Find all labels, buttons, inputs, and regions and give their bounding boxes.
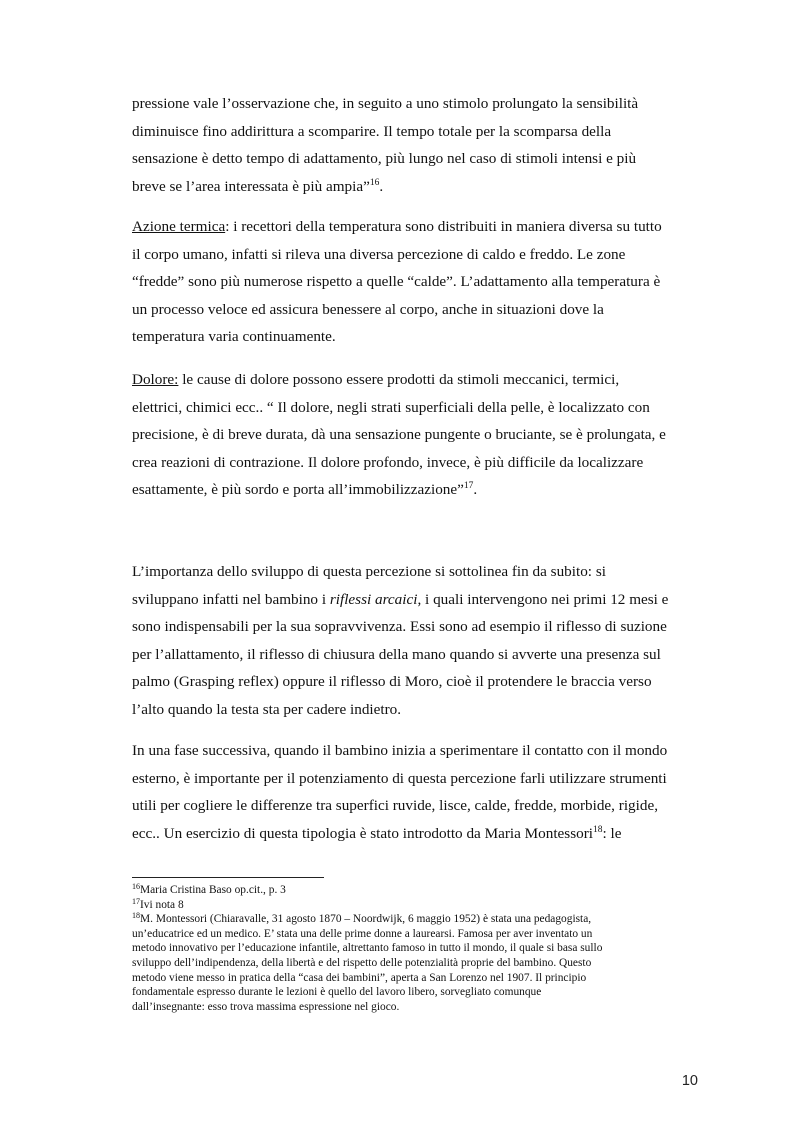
text-segment: ecc.. Un esercizio di questa tipologia è stato introdotto da Maria Montessori <box>132 824 593 842</box>
paragraph-fase-successiva <box>132 737 702 847</box>
text-line: il corpo umano, infatti si rileva una diversa percezione di caldo e freddo. Le zone <box>132 245 626 263</box>
footnote-ref-18[interactable]: 18 <box>593 824 603 835</box>
footnote-text-line: metodo innovativo per l’educazione infantile, altrettanto famoso in tutto il mondo, il quale si basa sullo <box>132 942 603 955</box>
footnote-text: M. Montessori (Chiaravalle, 31 agosto 1870 – Noordwijk, 6 maggio 1952) è stata una pedagogista, <box>140 913 592 926</box>
footnote-text-line: metodo viene messo in pratica della “casa dei bambini”, aperta a San Lorenzo nel 1907. Il principio <box>132 971 587 984</box>
text-line: temperatura varia continuamente. <box>132 328 336 345</box>
paragraph-azione-termica <box>132 213 702 351</box>
text-line: un processo veloce ed assicura benessere al corpo, anche in situazioni dove la <box>132 300 604 318</box>
footnote-number: 16 <box>132 882 140 891</box>
text-line: crea reazioni di contrazione. Il dolore profondo, invece, è più difficile da localizzare <box>132 453 644 471</box>
footnote-number: 17 <box>132 896 140 906</box>
footnote-text-line: fondamentale espresso durante le lezioni è quello del lavoro libero, sorvegliato comunque <box>132 986 542 999</box>
text-segment: le cause di dolore possono essere prodotti da stimoli meccanici, termici, <box>178 371 620 388</box>
text-line: sono indispensabili per la sua sopravvivenza. Essi sono ad esempio il riflesso di suzione <box>132 618 667 635</box>
text-segment: . <box>473 481 478 498</box>
text-segment: : i recettori della temperatura sono distribuiti in maniera diversa su tutto <box>225 218 662 235</box>
footnote-text: Maria Cristina Baso op.cit., p. 3 <box>140 884 286 896</box>
text-line <box>132 366 702 394</box>
page-number: 10 <box>681 1073 698 1089</box>
text-segment: , i quali intervengono nei primi 12 mesi e <box>417 590 669 608</box>
footnote-16 <box>132 883 702 898</box>
text-line: precisione, è di breve durata, dà una sensazione pungente o bruciante, se è prolungata, e <box>132 426 666 443</box>
footnote-text-line: dall’insegnante: esso trova massima espressione nel gioco. <box>132 1000 400 1013</box>
footnote-text-line: un’educatrice ed un medico. E’ stata una delle prime donne a laurearsi. Famosa per aver inventato un <box>132 927 593 940</box>
footnote-text: Ivi nota 8 <box>140 898 184 911</box>
text-line: esterno, è importante per il potenziamento di questa percezione farli utilizzare strumenti <box>132 769 667 787</box>
footnote-18 <box>132 912 702 927</box>
italic-term: riflessi arcaici <box>329 590 418 608</box>
text-line: “fredde” sono più numerose rispetto a quelle “calde”. L’adattamento alla temperatura è <box>132 273 661 290</box>
text-segment: sviluppano infatti nel bambino i <box>132 590 330 608</box>
text-line: per l’allattamento, il riflesso di chiusura della mano quando si avverte una presenza sul <box>132 645 661 663</box>
text-line: pressione vale l’osservazione che, in seguito a uno stimolo prolungato la sensibilità <box>132 95 639 112</box>
text-line: sensazione è detto tempo di adattamento, più lungo nel caso di stimoli intensi e più <box>132 150 637 167</box>
footnotes <box>132 883 702 1014</box>
text-segment: esattamente, è più sordo e porta all’immobilizzazione” <box>132 481 464 498</box>
paragraph-dolore <box>132 366 702 504</box>
footnote-17 <box>132 898 702 913</box>
footnote-text-line: sviluppo dell’indipendenza, della libertà e del rispetto delle potenzialità proprie del bambino. Questo <box>132 956 592 969</box>
footnote-ref-17[interactable]: 17 <box>463 481 474 491</box>
text-line: utili per cogliere le differenze tra superfici ruvide, lisce, calde, fredde, morbide, rigide, <box>132 797 658 814</box>
text-line: elettrici, chimici ecc.. “ Il dolore, negli strati superficiali della pelle, è localizzato con <box>132 398 650 416</box>
heading-dolore: Dolore: <box>132 371 179 388</box>
text-segment: . <box>379 177 384 195</box>
text-line: palmo (Grasping reflex) oppure il riflesso di Moro, cioè il protendere le braccia verso <box>132 673 652 690</box>
text-line <box>132 213 702 241</box>
text-segment: breve se l’area interessata è più ampia” <box>132 177 370 195</box>
footnote-ref-16[interactable]: 16 <box>369 177 380 188</box>
text-line <box>132 820 702 848</box>
heading-azione-termica: Azione termica <box>132 218 226 235</box>
paragraph-pressione <box>132 90 702 200</box>
text-line: diminuisce fino addirittura a scomparire. Il tempo totale per la scomparsa della <box>132 122 612 140</box>
text-line <box>132 173 702 201</box>
text-line: L’importanza dello sviluppo di questa percezione si sottolinea fin da subito: si <box>132 563 606 580</box>
text-line <box>132 476 702 504</box>
footnote-separator <box>132 877 324 878</box>
text-line: l’alto quando la testa sta per cadere indietro. <box>132 700 402 718</box>
text-line <box>132 586 702 614</box>
text-segment: : le <box>602 824 622 842</box>
paragraph-importanza <box>132 558 702 723</box>
text-line: In una fase successiva, quando il bambino inizia a sperimentare il contatto con il mondo <box>132 742 668 759</box>
footnote-number: 18 <box>132 911 140 921</box>
